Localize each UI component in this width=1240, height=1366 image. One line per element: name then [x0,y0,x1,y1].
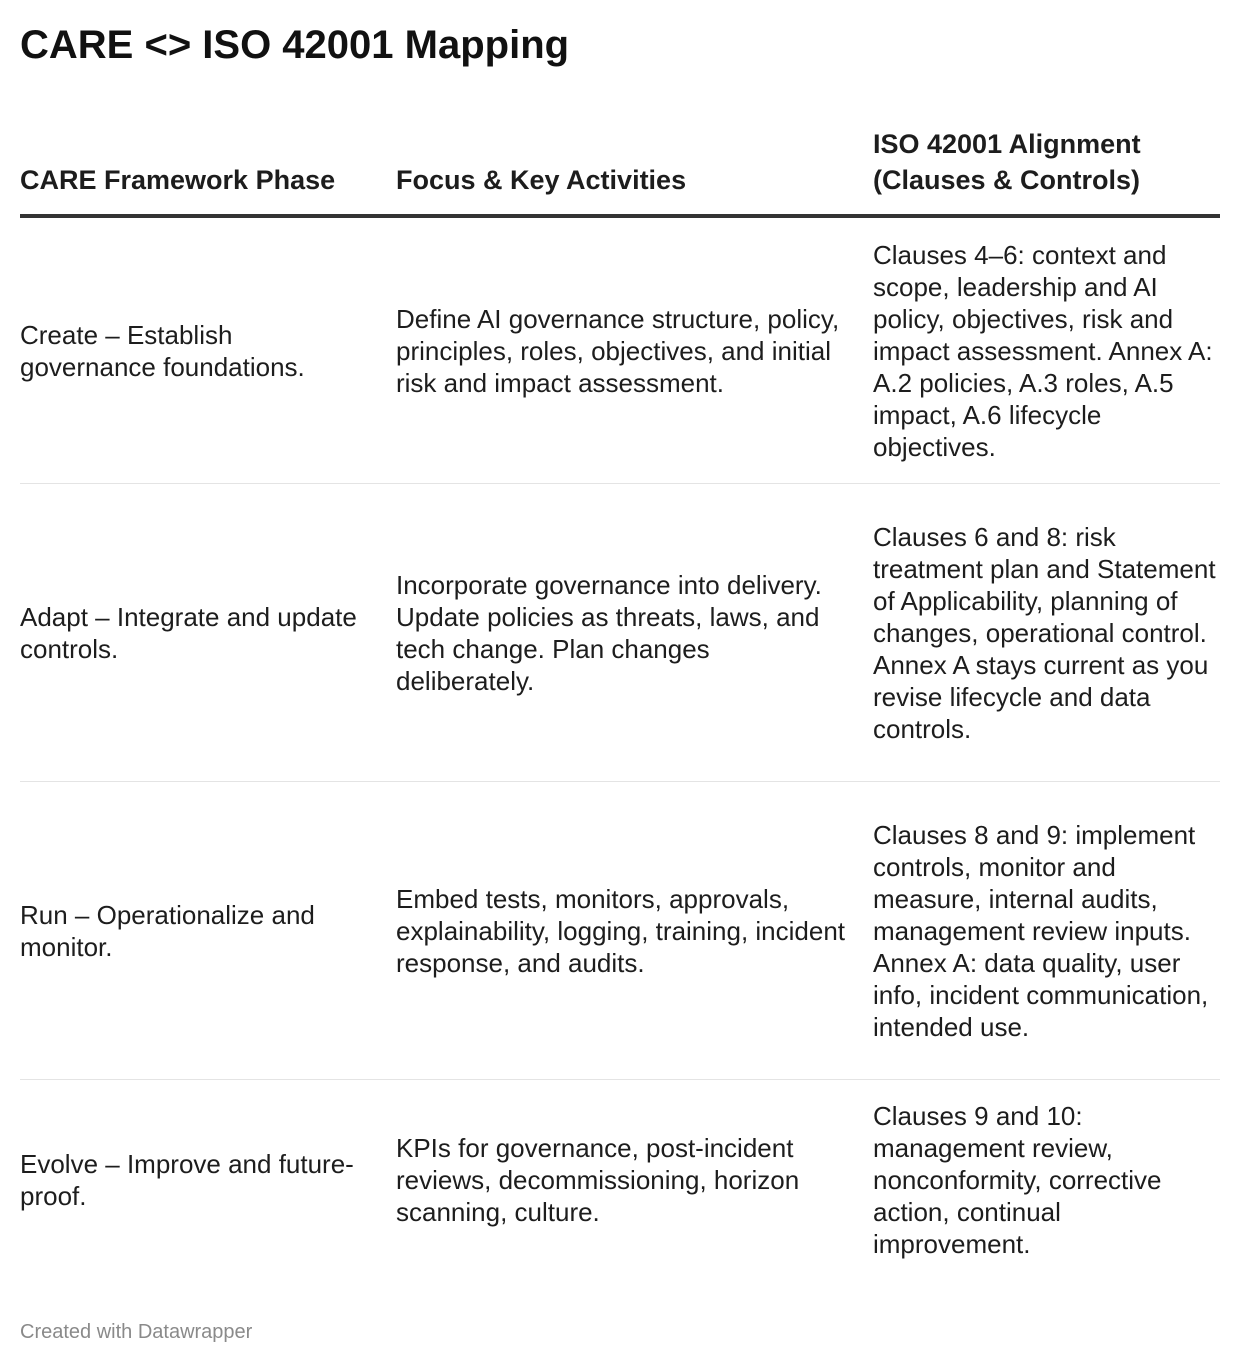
focus-cell: KPIs for governance, post-incident reviews, decommissioning, horizon scanning, culture. [396,1133,800,1227]
datawrapper-credit: Created with Datawrapper [20,1321,253,1343]
table-row [20,1080,1220,1280]
iso-cell: Clauses 8 and 9: implement controls, monitor and measure, internal audits, management review inputs. Annex A: data quality, user info, incident communication, intended use. [873,819,1209,1042]
header-iso-alignment: ISO 42001 Alignment (Clauses & Controls) [873,129,1141,195]
header-focus-activities: Focus & Key Activities [396,165,687,195]
iso-cell: Clauses 9 and 10: management review, nonconformity, corrective action, continual improvement. [873,1101,1162,1259]
table-row [20,782,1220,1080]
header-care-phase: CARE Framework Phase [20,165,336,195]
focus-cell: Incorporate governance into delivery. Update policies as threats, laws, and tech change. Plan changes deliberately. [396,569,822,696]
focus-cell: Embed tests, monitors, approvals, explainability, logging, training, incident response, and audits. [396,883,846,978]
page-title: CARE <> ISO 42001 Mapping [20,23,570,67]
phase-cell: Evolve – Improve and future-proof. [20,1149,354,1211]
table-row [20,484,1220,782]
table-row [20,218,1220,484]
iso-cell: Clauses 4–6: context and scope, leadership and AI policy, objectives, risk and impact assessment. Annex A: A.2 policies, A.3 roles, A.5 impact, A.6 lifecycle objectives. [873,239,1213,462]
phase-cell: Adapt – Integrate and update controls. [20,601,357,664]
iso-cell: Clauses 6 and 8: risk treatment plan and Statement of Applicability, planning of changes, operational control. Annex A stays current as you revise lifecycle and data controls. [873,521,1216,744]
phase-cell: Create – Establish governance foundations. [20,319,305,382]
focus-cell: Define AI governance structure, policy, principles, roles, objectives, and initial risk and impact assessment. [396,303,840,398]
phase-cell: Run – Operationalize and monitor. [20,899,315,962]
table-header [20,126,1220,218]
